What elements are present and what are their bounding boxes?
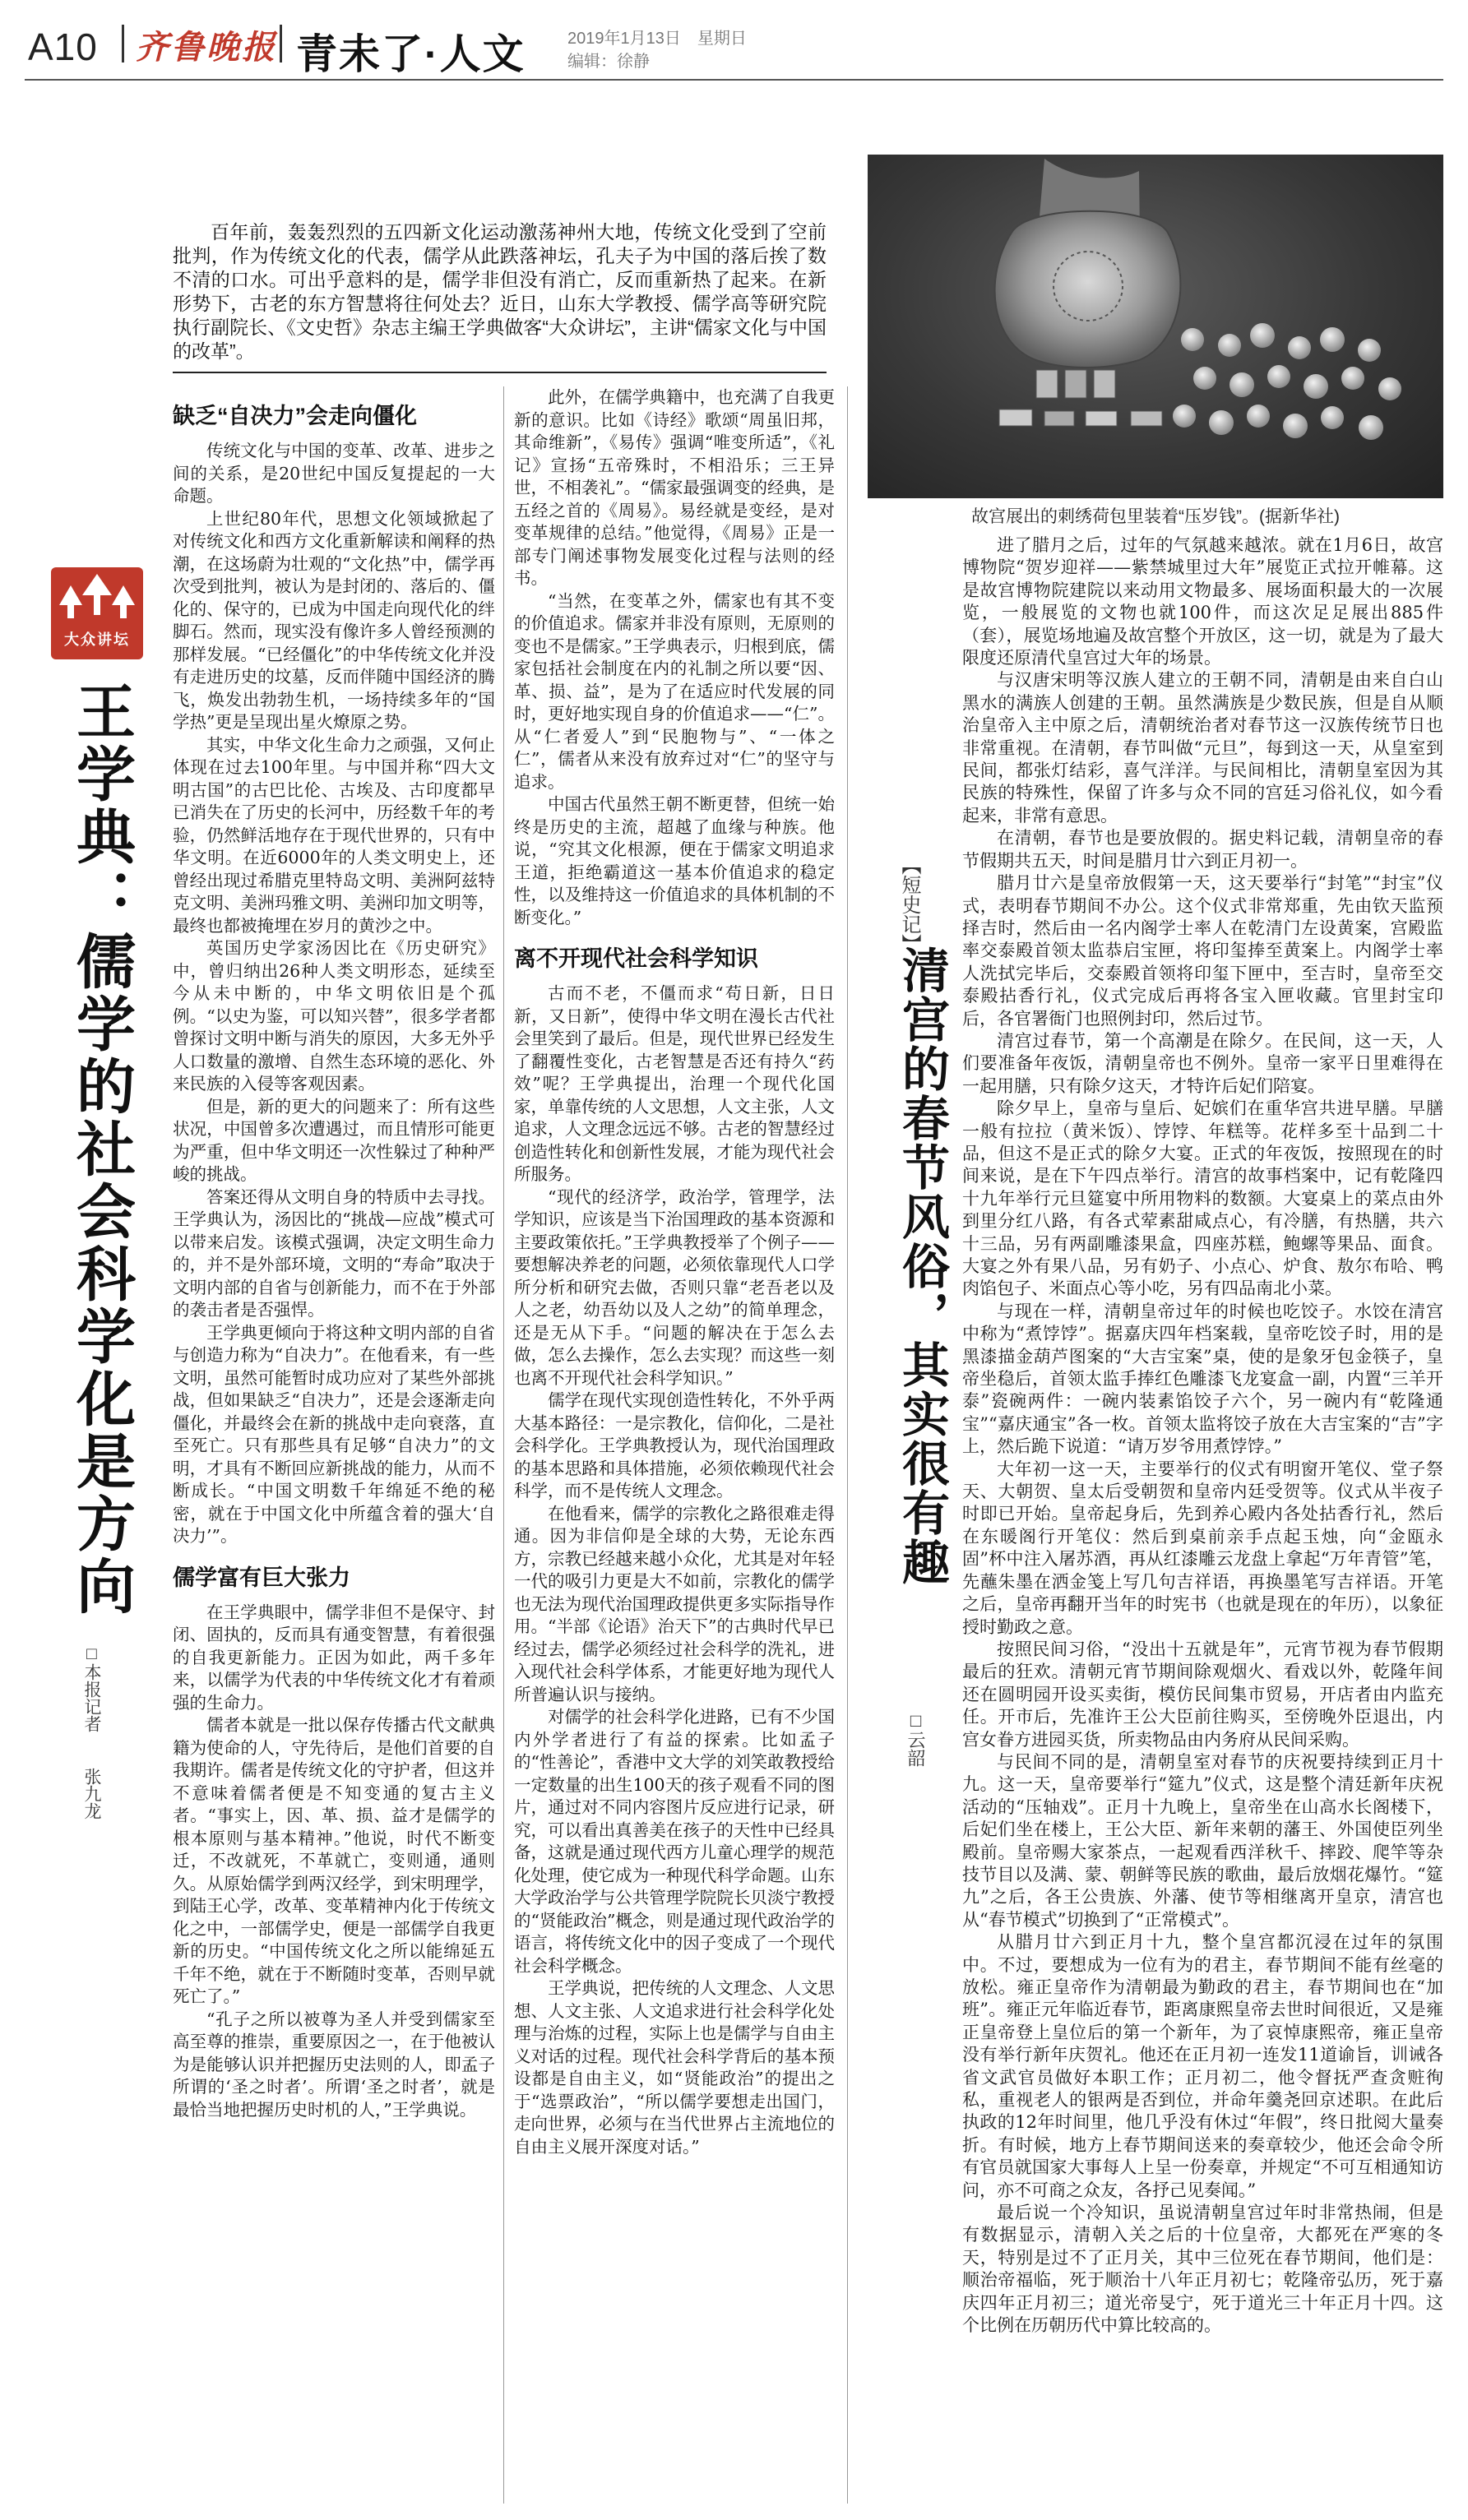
article-headline: 清宫的春节风俗，其实很有趣 — [895, 946, 948, 1587]
coin — [1359, 415, 1383, 440]
body-paragraph: 王学典说，把传统的人文理念、人文思想、人文主张、人文追求进行社会科学化处理与治炼的过程，实际上也是儒学与自由主义对话的过程。现代社会科学背后的基本预设都是自由主义，如“贤能政治”的提出之于“选票政治”，“所以儒学要想走出国门，走向世界，必须与在当代世界占主流地位的自由主义展开深度对话。” — [514, 1978, 835, 2157]
byline-name: 张九龙 — [82, 1768, 101, 1819]
coin — [1320, 327, 1345, 352]
body-paragraph: “孔子之所以被尊为圣人并受到儒家至高至尊的推崇，重要原因之一，在于他被认为是能够认识并把握历史法则的人，即孟子所谓的‘圣之时者’。所谓‘圣之时者’，就是最恰当地把握历史时机的人，”王学典说。 — [173, 2009, 495, 2120]
body-paragraph: 答案还得从文明自身的特质中去寻找。王学典认为，汤因比的“挑战—应战”模式可以带来启发。该模式强调，决定文明生命力的，并不是外部环境，文明的“寿命”取决于文明内部的自省与创新能力，而不在于外部的袭击者是否强悍。 — [173, 1186, 495, 1320]
silver-ingot — [1065, 370, 1086, 398]
body-paragraph: 最后说一个冷知识，虽说清朝皇宫过年时非常热闹，但是有数据显示，清朝入关之后的十位皇帝，大都死在严寒的冬天，特别是过不了正月关，其中三位死在春节期间，他们是：顺治帝福临，死于顺治十八年正月初七；乾隆帝弘历，死于嘉庆四年正月初三；道光帝旻宁，死于道光三十年正月十四。这个比例在历朝历代中算比较高的。 — [962, 2203, 1443, 2336]
article1-column-1 — [173, 386, 495, 2121]
body-paragraph: 儒者本就是一批以保存传播古代文献典籍为使命的人，守先待后，是他们首要的自我期许。儒者是传统文化的守护者，但这并不意味着儒者便是不知变通的复古主义者。“事实上，因、革、损、益才是儒学的根本原则与基本精神。”他说，时代不断变迁，不改就死，不革就亡，变则通，通则久。从原始儒学到两汉经学，到宋明理学，到陆王心学，改革、变革精神内化于传统文化之中，一部儒学史，便是一部儒学自我更新的历史。“中国传统文化之所以能绵延五千年不绝，就在于不断随时变革，否则早就死亡了。” — [173, 1715, 495, 2006]
body-paragraph: 其实，中华文化生命力之顽强，又何止体现在过去100年里。与中国并称“四大文明古国”的古巴比伦、古埃及、古印度都早已消失在了历史的长河中，历经数千年的考验，仍然鲜活地存在于现代世界的，只有中华文明。在近6000年的人类文明史上，还曾经出现过希腊克里特岛文明、美洲阿兹特克文明、美洲玛雅文明、美洲印加文明等，最终也都被掩埋在岁月的黄沙之中。 — [173, 734, 495, 936]
body-paragraph: 儒学在现代实现创造性转化，不外乎两大基本路径：一是宗教化，信仰化，二是社会科学化。王学典教授认为，现代治国理政的基本思路和具体措施，必须依赖现代社会科学，而不是传统人文理念。 — [514, 1390, 835, 1500]
section-subheading: 儒学富有巨大张力 — [173, 1565, 350, 1590]
column-divider — [847, 386, 848, 2504]
page-number: A10 — [28, 25, 98, 68]
body-paragraph: 从腊月廿六到正月十九，整个皇宫都沉浸在过年的氛围中。不过，要想成为一位有为的君主，春节期间不能有丝毫的放松。雍正皇帝作为清朝最为勤政的君主，春节期间也在“加班”。雍正元年临近春节，距离康熙皇帝去世时间很近，又是雍正皇帝登上皇位后的第一个新年，为了哀悼康熙帝，雍正皇帝没有举行新年庆贺礼。他还在正月初一连发11道谕旨，训诫各省文武官员做好本职工作；正月初二，他令督抚严查贪赃徇私，重视老人的银两是否到位，并命年羹尧回京述职。在此后执政的12年时间里，他几乎没有休过“年假”，终日批阅大量奏折。有时候，地方上春节期间送来的奏章较少，他还会命令所有官员就国家大事每人上呈一份奏章，并规定“不可互相通知访问，亦不可商之众友，各抒己见奏闻。” — [962, 1932, 1443, 2200]
section-subheading: 缺乏“自决力”会走向僵化 — [173, 404, 417, 428]
article1-column-2 — [514, 386, 835, 2158]
body-paragraph: 除夕早上，皇帝与皇后、妃嫔们在重华宫共进早膳。早膳一般有拉拉（黄米饭）、饽饽、年糕等。花样多至十品到二十品，但这不是正式的除夕大宴。正式的年夜饭，按照现在的时间来说，是在下午四点举行。清宫的故事档案中，记有乾隆四十九年举行元旦筵宴中所用物料的数额。大宴桌上的菜点由外到里分红八路，有各式荤素甜咸点心，有冷膳，有热膳，共六十三品，另有两副雕漆果盒，四座苏糕，鲍螺等果品、面食。大宴之外有果八品，另有奶子、小点心、炉食、敖尔布哈、鸭肉馅包子、米面点心等小吃，另有四品南北小菜。 — [962, 1098, 1443, 1299]
column-divider — [503, 386, 504, 2504]
lecture-logo-label: 大众讲坛 — [64, 631, 130, 648]
lecture-logo-icon — [51, 567, 143, 625]
coin — [1288, 336, 1311, 359]
section-subheading: 离不开现代社会科学知识 — [514, 946, 758, 971]
body-paragraph: 在王学典眼中，儒学非但不是保守、封闭、固执的，反而具有通变智慧，有着很强的自我更新能力。正因为如此，两千多年来，以儒学为代表的中华传统文化才有着顽强的生命力。 — [173, 1602, 495, 1713]
silver-ingot — [1036, 370, 1058, 398]
body-paragraph: 在他看来，儒学的宗教化之路很难走得通。因为非信仰是全球的大势，无论东西方，宗教已经越来越小众化，尤其是对年轻一代的吸引力更是大不如前，宗教化的儒学也无法为现代治国理政提供更多实际指导作用。“半部《论语》治天下”的古典时代早已经过去，儒学必须经过社会科学的洗礼，进入现代社会科学体系，才能更好地为现代人所普遍认识与接纳。 — [514, 1503, 835, 1704]
coin — [1218, 334, 1241, 357]
body-paragraph: 传统文化与中国的变革、改革、进步之间的关系，是20世纪中国反复提起的一大命题。 — [173, 441, 495, 506]
body-paragraph: 但是，新的更大的问题来了：所有这些状况，中国曾多次遭遇过，而且情形可能更为严重，但中华文明还一次性躲过了种种严峻的挑战。 — [173, 1096, 495, 1184]
coin — [1321, 406, 1344, 429]
silver-ingot — [1131, 411, 1162, 426]
body-paragraph: 与民间不同的是，清朝皇室对春节的庆祝要持续到正月十九。这一天，皇帝要举行“筵九”仪式，这是整个清廷新年庆祝活动的“压轴戏”。正月十九晚上，皇帝坐在山高水长阁楼下，后妃们坐在楼上，王公大臣、新年来朝的藩王、外国使臣列坐殿前。皇帝赐大家茶点，一起观看西洋秋千、摔跤、爬竿等杂技节目以及满、蒙、朝鲜等民族的歌曲，最后放烟花爆竹。“筵九”之后，各王公贵族、外藩、使节等相继离开皇京，清宫也从“春节模式”切换到了“正常模式”。 — [962, 1751, 1443, 1930]
coin — [1209, 410, 1234, 435]
body-paragraph: “当然，在变革之外，儒家也有其不变的价值追求。儒家并非没有原则，无原则的变也不是儒家。”王学典表示，归根到底，儒家包括社会制度在内的礼制之所以要“因、革、损、益”，是为了在适应时代发展的同时，更好地实现自身的价值追求——“仁”。从“仁者爱人”到“民胞物与”、“一体之仁”，儒者从来没有放弃过对“仁”的坚守与追求。 — [514, 590, 835, 792]
embroidered-pouch — [995, 211, 1181, 368]
photo-pouch-coins — [868, 155, 1443, 498]
coin — [1378, 377, 1401, 400]
coin — [1181, 328, 1204, 351]
photo-caption: 故宫展出的刺绣荷包里装着“压岁钱”。(据新华社) — [971, 507, 1340, 526]
header-divider — [280, 25, 282, 62]
body-paragraph: 对儒学的社会科学化进路，已有不少国内外学者进行了有益的探索。比如孟子的“性善论”，香港中文大学的刘笑敢教授给一定数量的出生100天的孩子观看不同的图片，通过对不同内容图片反应进行记录，研究，可以看出真善美在孩子的天性中已经具备，这就是通过现代西方儿童心理学的规范化处理，使它成为一种现代科学命题。山东大学政治学与公共管理学院院长贝淡宁教授的“贤能政治”概念，则是通过现代政治学的语言，将传统文化中的因子变成了一个现代社会科学概念。 — [514, 1707, 835, 1976]
coin — [1283, 414, 1308, 438]
silver-ingot — [1094, 370, 1115, 398]
body-paragraph: “现代的经济学，政治学，管理学，法学知识，应该是当下治国理政的基本资源和主要政策依托。”王学典教授举了个例子——要想解决养老的问题，必须依靠现代人口学所分析和研究去做，否则只靠“老吾老以及人之老，幼吾幼以及人之幼”的简单理念，还是无从下手。“问题的解决在于怎么去做，怎么去操作，怎么去实现？而这些一刻也离不开现代社会科学知识。” — [514, 1186, 835, 1388]
body-paragraph: 中国古代虽然王朝不断更替，但统一始终是历史的主流，超越了血缘与种族。他说，“究其文化根源，便在于儒家文明追求王道，拒绝霸道这一基本价值追求的稳定性，以及维持这一价值追求的具体机制的不断变化。” — [514, 794, 835, 927]
coin — [1250, 323, 1275, 348]
body-paragraph: 按照民间习俗，“没出十五就是年”，元宵节视为春节假期最后的狂欢。清朝元宵节期间除观烟火、看戏以外，乾隆年间还在圆明园开设买卖街，模仿民间集市贸易，开店者由内监充任。开市后，先准许王公大臣前往购买，至傍晚外臣退出，内宫女眷方进园买货，所卖物品由内务府从民间采购。 — [962, 1639, 1443, 1750]
article2-body — [962, 534, 1443, 2337]
intro-rule — [173, 372, 827, 373]
section-title: 青未了·人文 — [296, 31, 526, 77]
article-headline: 王学典：儒学的社会科学化是方向 — [67, 681, 133, 1618]
author-byline: □云韶 — [905, 1710, 926, 1767]
silver-ingot — [1044, 411, 1074, 426]
coin — [1247, 405, 1270, 428]
body-paragraph: 古而不老，不僵而求“苟日新，日日新，又日新”，使得中华文明在漫长古代社会里笑到了最后。但是，现代世界已经发生了翻覆性变化，古老智慧是否还有持久“药效”呢？王学典提出，治理一个现代化国家，单靠传统的人文思想，人文主张，人文追求，人文理念远远不够。古老的智慧经过创造性转化和创新性发展，才能为现代社会所服务。 — [514, 983, 835, 1184]
body-paragraph: 与汉唐宋明等汉族人建立的王朝不同，清朝是由来自白山黑水的满族人创建的王朝。虽然满族是少数民族，但是自从顺治皇帝入主中原之后，清朝统治者对春节这一汉族传统节日也非常重视。在清朝，春节叫做“元旦”，每到这一天，从皇室到民间，都张灯结彩，喜气洋洋。与民间相比，清朝皇室因为其民族的特殊性，保留了许多与众不同的宫廷习俗礼仪，如今看起来，非常有意思。 — [962, 670, 1443, 825]
coin — [1358, 339, 1381, 362]
pouch-coins-illustration — [868, 155, 1443, 498]
body-paragraph: 上世纪80年代，思想文化领域掀起了对传统文化和西方文化重新解读和阐释的热潮，在这场蔚为壮观的“文化热”中，儒学再次受到批判，被认为是封闭的、落后的、僵化的、保守的，已成为中国走向现代化的绊脚石。然而，现实没有像许多人曾经预测的那样发展。“已经僵化”的中华传统文化并没有走进历史的坟墓，反而伴随中国经济的腾飞，焕发出勃勃生机，一场持续多年的“国学热”更是呈现出星火燎原之势。 — [173, 508, 495, 732]
newspaper-brand: 齐鲁晚报 — [136, 28, 277, 67]
article-intro: 百年前，轰轰烈烈的五四新文化运动激荡神州大地，传统文化受到了空前批判，作为传统文化的代表，儒学从此跌落神坛，孔夫子为中国的落后挨了数不清的口水。可出乎意料的是，儒学非但没有消亡，反而重新热了起来。在新形势下，古老的东方智慧将往何处去？近日，山东大学教授、儒学高等研究院执行副院长、《文史哲》杂志主编王学典做客“大众讲坛”，主讲“儒家文化与中国的改革”。 — [173, 221, 827, 362]
coin — [1230, 372, 1254, 397]
body-paragraph: 腊月廿六是皇帝放假第一天，这天要举行“封笔”“封宝”仪式，表明春节期间不办公。这个仪式非常郑重，先由钦天监预择吉时，然后由一名内阁学士率人在乾清门左设黄案，宫殿监率交泰殿首领太监恭启宝匣，将印玺捧至黄案上。内阁学士率人洗拭完毕后，交泰殿首领将印玺下匣中，至吉时，皇帝至交泰殿拈香行礼，仪式完成后再将各宝入匣收藏。官里封宝印后，各官署衙门也照例封印，然后过节。 — [962, 873, 1443, 1029]
body-paragraph: 英国历史学家汤因比在《历史研究》中，曾归纳出26种人类文明形态，延续至今从未中断的，中华文明依旧是个孤例。“以史为鉴，可以知兴替”，很多学者都曾探讨文明中断与消失的原因，大多无外乎人口数量的激增、自然生态环境的恶化、外来民族的入侵等客观因素。 — [173, 938, 495, 1094]
body-paragraph: 与现在一样，清朝皇帝过年的时候也吃饺子。水饺在清宫中称为“煮饽饽”。据嘉庆四年档案载，皇帝吃饺子时，用的是黑漆描金葫芦图案的“大吉宝案”桌，使的是象牙包金筷子，皇帝坐稳后，首领太监手捧红色雕漆飞龙宴盒一副，内置“三羊开泰”瓷碗两件：一碗内装素馅饺子六个，另一碗内有“乾隆通宝”“嘉庆通宝”各一枚。首领太监将饺子放在大吉宝案的“吉”字上，然后跪下说道：“请万岁爷用煮饽饽。” — [962, 1301, 1443, 1457]
body-paragraph: 进了腊月之后，过年的气氛越来越浓。就在1月6日，故宫博物院“贺岁迎祥——紫禁城里过大年”展览正式拉开帷幕。这是故宫博物院建院以来动用文物最多、展场面积最大的一次展览，一般展览的文物也就100件，而这次足足展出885件（套），展览场地遍及故宫整个开放区，这一切，就是为了最大限度还原清代皇宫过大年的场景。 — [962, 535, 1443, 668]
byline-label: □本报记者 — [82, 1644, 101, 1732]
body-paragraph: 清宫过春节，第一个高潮是在除夕。在民间，这一天，人们要准备年夜饭，清朝皇帝也不例外。皇帝一家平日里难得在一起用膳，只有除夕这天，才特许后妃们陪宴。 — [962, 1030, 1443, 1096]
header-rule — [25, 79, 1443, 81]
coin — [1341, 367, 1364, 390]
coin — [1267, 365, 1290, 388]
coin — [1173, 405, 1196, 428]
editor-credit: 编辑：徐静 — [567, 53, 650, 71]
header-divider — [122, 25, 124, 62]
coin — [1304, 374, 1328, 399]
column-tag: 【短史记】 — [898, 855, 920, 954]
silver-ingot — [1086, 411, 1117, 426]
silver-ingot — [999, 409, 1032, 426]
body-paragraph: 此外，在儒学典籍中，也充满了自我更新的意识。比如《诗经》歌颂“周虽旧邦，其命维新”，《易传》强调“唯变所适”，《礼记》宣扬“五帝殊时，不相沿乐；三王异世，不相袭礼”。“儒家最强调变的经典，是五经之首的《周易》。易经就是变经，是对变革规律的总结。”他觉得，《周易》正是一部专门阐述事物发展变化过程与法则的经书。 — [514, 387, 835, 588]
body-paragraph: 在清朝，春节也是要放假的。据史料记载，清朝皇帝的春节假期共五天，时间是腊月廿六到正月初一。 — [962, 828, 1443, 871]
body-paragraph: 大年初一这一天，主要举行的仪式有明窗开笔仪、堂子祭天、大朝贺、皇太后受朝贺和皇帝内廷受贺等。仪式从半夜子时即已开始。皇帝起身后，先到养心殿内各处拈香行礼，然后在东暖阁行开笔仪：然后到桌前亲手点起玉烛，向“金瓯永固”杯中注入屠苏酒，再从红漆雕云龙盘上拿起“万年青管”笔，先蘸朱墨在洒金笺上写几句吉祥语，再换墨笔写吉祥语。开笔之后，皇帝再翻开当年的时宪书（也就是现在的年历），以象征授时勤政之意。 — [962, 1459, 1443, 1637]
body-paragraph: 王学典更倾向于将这种文明内部的自省与创造力称为“自决力”。在他看来，有一些文明，虽然可能暂时成功应对了某些外部挑战，但如果缺乏“自决力”，还是会逐渐走向僵化，并最终会在新的挑战中走向衰落，直至死亡。只有那些具有足够“自决力”的文明，才具有不断回应新挑战的能力，从而不断成长。“中国文明数千年绵延不绝的秘密，就在于中国文化中所蕴含着的强大‘自决力’”。 — [173, 1322, 495, 1546]
coin — [1193, 367, 1216, 390]
issue-date: 2019年1月13日 星期日 — [567, 30, 747, 48]
